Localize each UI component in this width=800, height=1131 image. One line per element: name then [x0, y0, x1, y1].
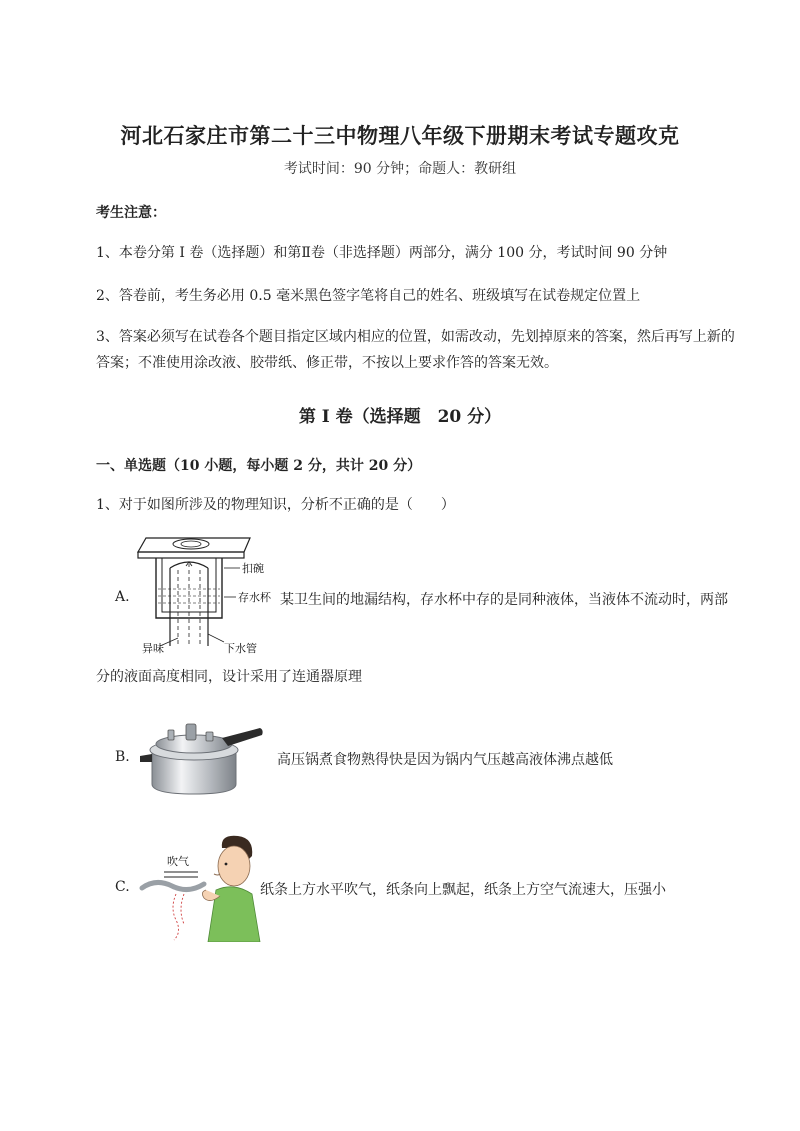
exam-title: 河北石家庄市第二十三中物理八年级下册期末考试专题攻克 — [120, 123, 680, 148]
question-group-heading: 一、单选题（10 小题，每小题 2 分，共计 20 分） — [96, 458, 422, 474]
option-a-text-line1: 某卫生间的地漏结构，存水杯中存的是同种液体，当液体不流动时，两部 — [280, 592, 728, 608]
label-odor: 异味 — [142, 642, 164, 655]
notice-item-3: 3、答案必须写在试卷各个题目指定区域内相应的位置，如需改动，先划掉原来的答案，然后再写上新的答案；不准使用涂改液、胶带纸、修正带，不按以上要求作答的答案无效。 — [96, 329, 735, 371]
notice-item-2: 2、答卷前，考生务必用 0.5 毫米黑色签字笔将自己的姓名、班级填写在试卷规定位置上 — [96, 288, 641, 304]
option-c-text: 纸条上方水平吹气，纸条向上飘起，纸条上方空气流速大，压强小 — [260, 882, 666, 898]
pressure-cooker-image — [138, 708, 266, 800]
label-blow: 吹气 — [167, 855, 189, 868]
notice-heading: 考生注意： — [96, 205, 166, 221]
blowing-paper-illustration — [134, 834, 262, 942]
label-bowl: 扣碗 — [242, 562, 264, 575]
option-b-text: 高压锅煮食物熟得快是因为锅内气压越高液体沸点越低 — [277, 752, 613, 768]
option-a-letter: A. — [115, 589, 130, 605]
label-cup: 存水杯 — [238, 591, 271, 604]
label-pipe: 下水管 — [224, 642, 257, 655]
option-c-letter: C. — [115, 879, 130, 895]
section-title: 第 I 卷（选择题 20 分） — [298, 407, 502, 427]
notice-item-1: 1、本卷分第 I 卷（选择题）和第Ⅱ卷（非选择题）两部分，满分 100 分，考试时间 90 分钟 — [96, 245, 668, 261]
floor-drain-diagram — [134, 534, 284, 658]
option-a-text-line2: 分的液面高度相同，设计采用了连通器原理 — [96, 669, 362, 685]
exam-subtitle: 考试时间：90 分钟；命题人：教研组 — [283, 161, 517, 177]
option-b-letter: B. — [115, 749, 130, 765]
question-1-stem: 1、对于如图所涉及的物理知识，分析不正确的是（ ） — [96, 497, 455, 513]
